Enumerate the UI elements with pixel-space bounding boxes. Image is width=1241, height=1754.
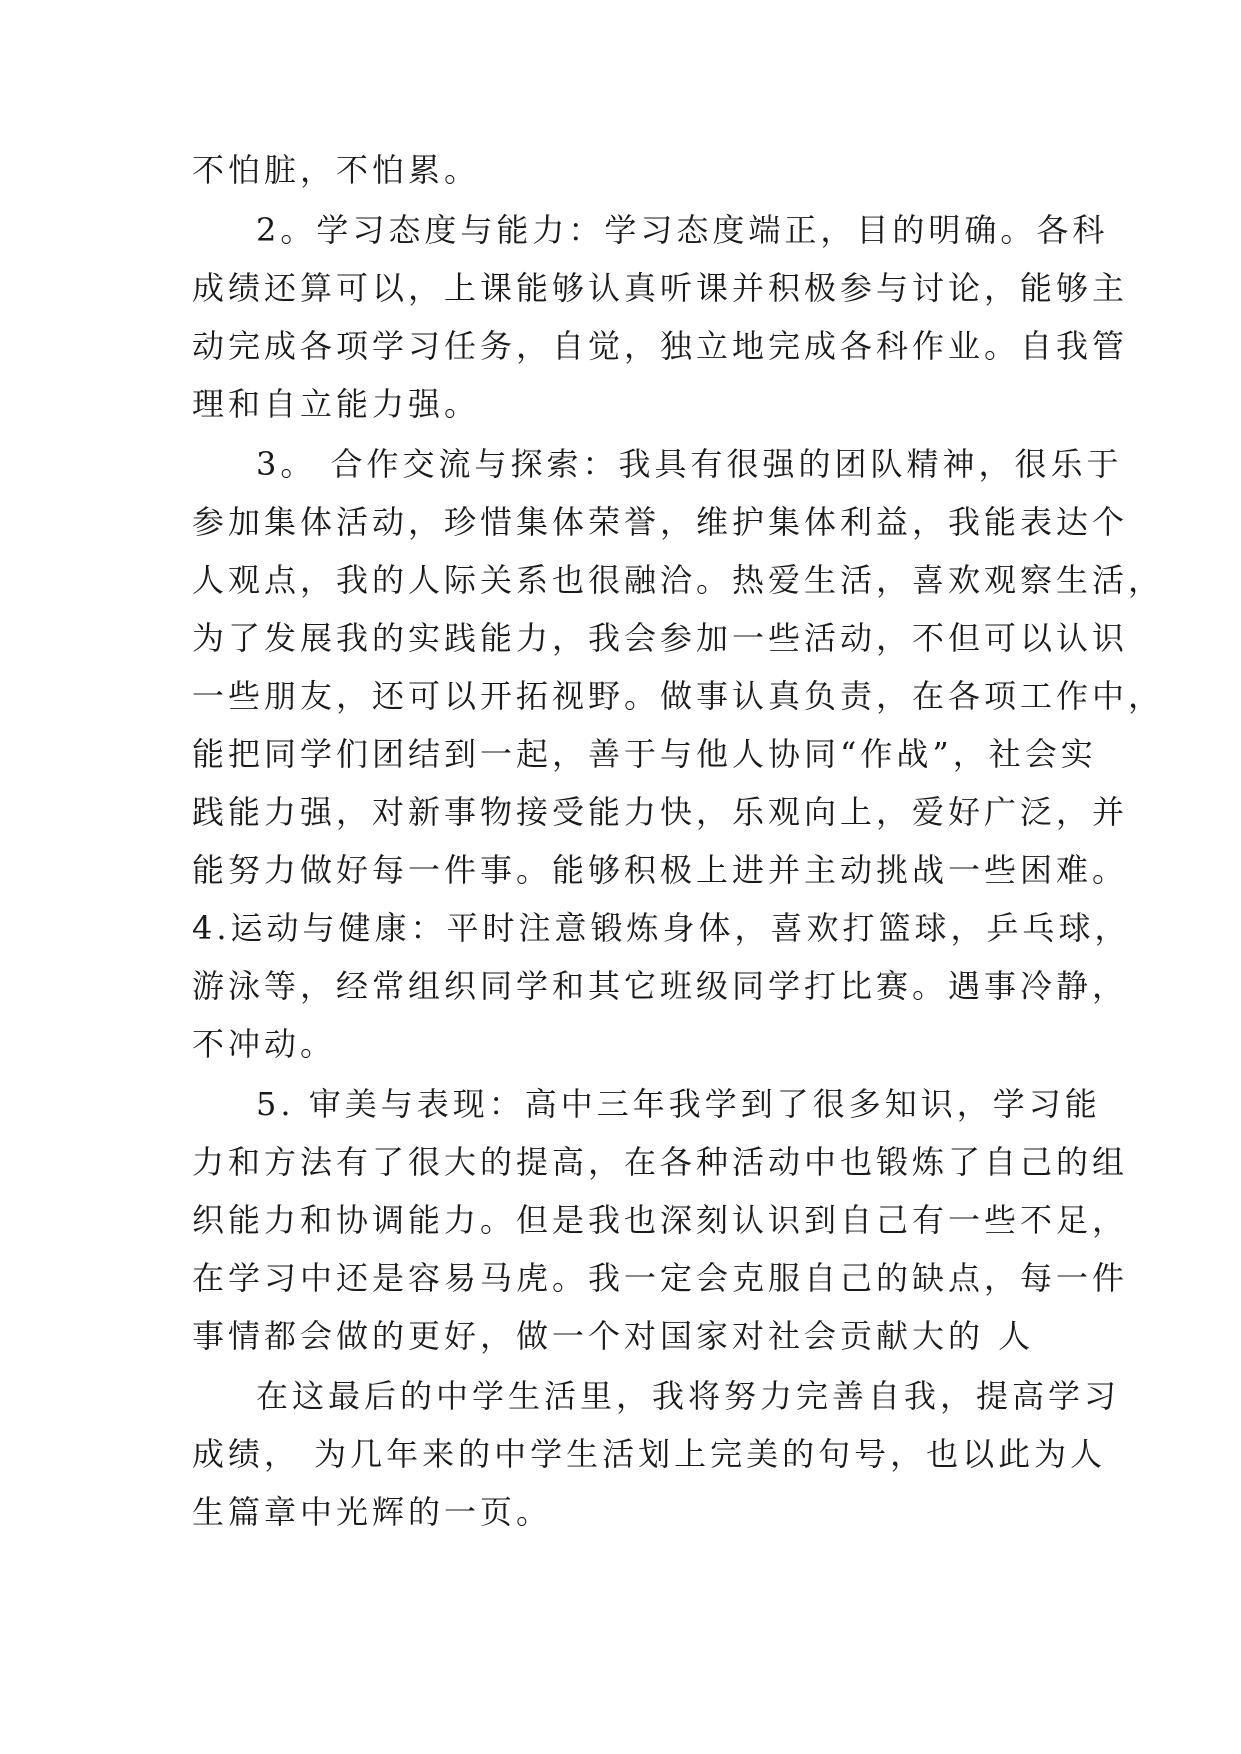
text-line: 成绩， 为几年来的中学生活划上完美的句号，也以此为人 (192, 1435, 1107, 1473)
text-line: 不怕脏，不怕累。 (192, 151, 481, 189)
text-line: 事情都会做的更好，做一个对国家对社会贡献大的 人 (192, 1317, 1035, 1355)
text-line: 动完成各项学习任务，自觉，独立地完成各科作业。自我管 (192, 327, 1129, 365)
text-line: 不冲动。 (192, 1025, 337, 1063)
text-line: 2。学习态度与能力：学习态度端正，目的明确。各科 (256, 211, 1109, 249)
text-line: 力和方法有了很大的提高，在各种活动中也锻炼了自己的组 (192, 1143, 1129, 1181)
text-line: 在这最后的中学生活里，我将努力完善自我，提高学习 (256, 1377, 1121, 1415)
text-line: 织能力和协调能力。但是我也深刻认识到自己有一些不足， (192, 1201, 1129, 1239)
text-line: 人观点，我的人际关系也很融洽。热爱生活，喜欢观察生活， (192, 561, 1165, 599)
text-line: 能努力做好每一件事。能够积极上进并主动挑战一些困难。 (192, 851, 1129, 889)
text-line: 成绩还算可以，上课能够认真听课并积极参与讨论，能够主 (192, 269, 1129, 307)
text-line: 游泳等，经常组织同学和其它班级同学打比赛。遇事冷静， (192, 967, 1129, 1005)
text-line: 理和自立能力强。 (192, 385, 481, 423)
text-line: 为了发展我的实践能力，我会参加一些活动，不但可以认识 (192, 619, 1129, 657)
text-line: 践能力强，对新事物接受能力快，乐观向上，爱好广泛，并 (192, 793, 1129, 831)
text-line: 一些朋友，还可以开拓视野。做事认真负责，在各项工作中， (192, 677, 1165, 715)
text-line: 3。 合作交流与探索：我具有很强的团队精神，很乐于 (256, 445, 1123, 483)
text-line: 在学习中还是容易马虎。我一定会克服自己的缺点，每一件 (192, 1259, 1129, 1297)
text-line: 生篇章中光辉的一页。 (192, 1493, 553, 1531)
text-line: 5. 审美与表现：高中三年我学到了很多知识，学习能 (256, 1085, 1101, 1123)
text-line: 能把同学们团结到一起，善于与他人协同“作战”，社会实 (192, 735, 1097, 773)
text-line: 参加集体活动，珍惜集体荣誉，维护集体利益，我能表达个 (192, 503, 1129, 541)
text-line: 4.运动与健康：平时注意锻炼身体，喜欢打篮球，乒乓球， (192, 909, 1131, 947)
